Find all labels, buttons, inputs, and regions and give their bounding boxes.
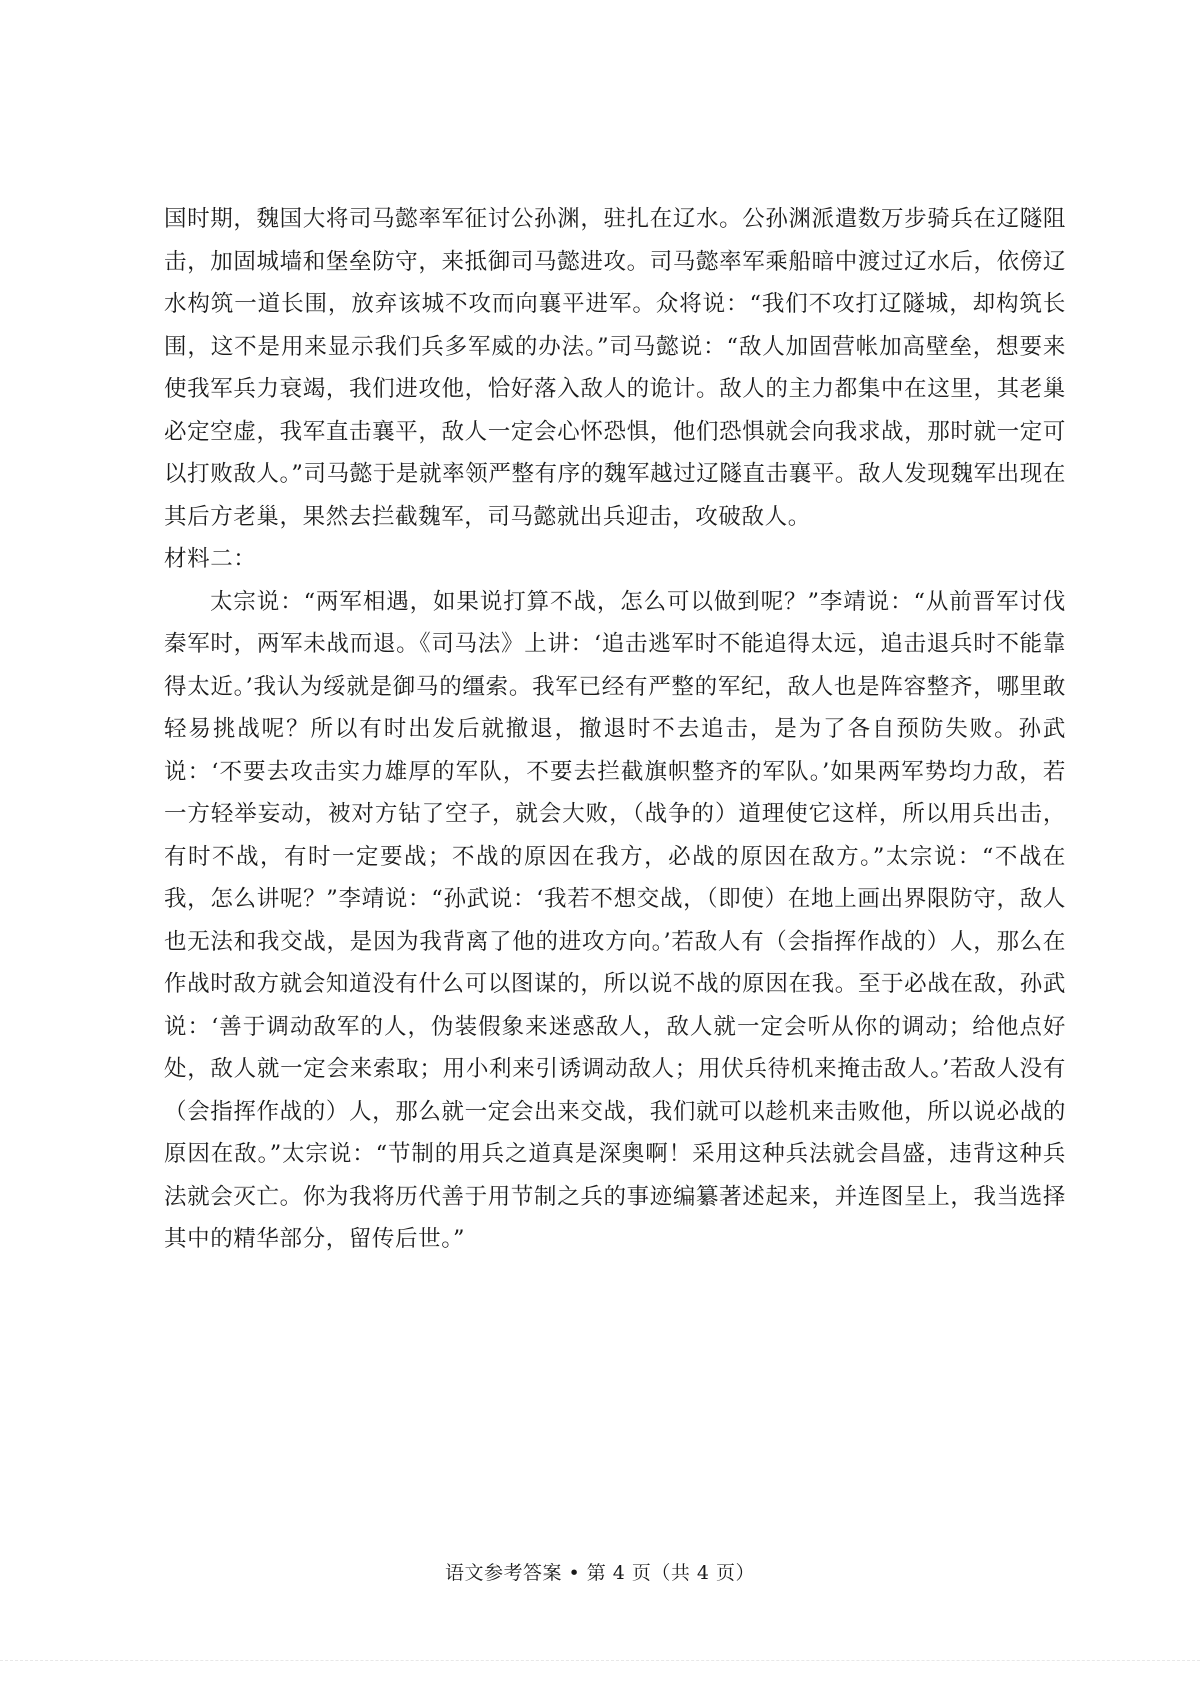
page-content bbox=[164, 198, 1066, 1261]
translation-paragraph-material-one: 国时期，魏国大将司马懿率军征讨公孙渊，驻扎在辽水。公孙渊派遣数万步骑兵在辽隧阻击，加固城墙和堡垒防守，来抵御司马懿进攻。司马懿率军乘船暗中渡过辽水后，依傍辽水构筑一道长围，放弃该城不攻而向襄平进军。众将说：“我们不攻打辽隧城，却构筑长围，这不是用来显示我们兵多军威的办法。”司马懿说：“敌人加固营帐加高壁垒，想要来使我军兵力衰竭，我们进攻他，恰好落入敌人的诡计。敌人的主力都集中在这里，其老巢必定空虚，我军直击襄平，敌人一定会心怀恐惧，他们恐惧就会向我求战，那时就一定可以打败敌人。”司马懿于是就率领严整有序的魏军越过辽隧直击襄平。敌人发现魏军出现在其后方老巢，果然去拦截魏军，司马懿就出兵迎击，攻破敌人。 bbox=[164, 206, 1066, 530]
material-two-label: 材料二： bbox=[164, 546, 257, 572]
page-footer: 语文参考答案 • 第 4 页（共 4 页） bbox=[444, 1562, 756, 1584]
translation-paragraph-material-two: 太宗说：“两军相遇，如果说打算不战，怎么可以做到呢？”李靖说：“从前晋军讨伐秦军时，两军未战而退。《司马法》上讲：‘追击逃军时不能追得太远，追击退兵时不能靠得太近。’我认为绥就是御马的缰索。我军已经有严整的军纪，敌人也是阵容整齐，哪里敢轻易挑战呢？所以有时出发后就撤退，撤退时不去追击，是为了各自预防失败。孙武说：‘不要去攻击实力雄厚的军队，不要去拦截旗帜整齐的军队。’如果两军势均力敌，若一方轻举妄动，被对方钻了空子，就会大败，（战争的）道理使它这样，所以用兵出击，有时不战，有时一定要战；不战的原因在我方，必战的原因在敌方。”太宗说：“不战在我，怎么讲呢？”李靖说：“孙武说：‘我若不想交战，（即使）在地上画出界限防守，敌人也无法和我交战，是因为我背离了他的进攻方向。’若敌人有（会指挥作战的）人，那么在作战时敌方就会知道没有什么可以图谋的，所以说不战的原因在我。至于必战在敌，孙武说：‘善于调动敌军的人，伪装假象来迷惑敌人，敌人就一定会听从你的调动；给他点好处，敌人就一定会来索取；用小利来引诱调动敌人；用伏兵待机来掩击敌人。’若敌人没有（会指挥作战的）人，那么就一定会出来交战，我们就可以趁机来击败他，所以说必战的原因在敌。”太宗说：“节制的用兵之道真是深奥啊！采用这种兵法就会昌盛，违背这种兵法就会灭亡。你为我将历代善于用节制之兵的事迹编纂著述起来，并连图呈上，我当选择其中的精华部分，留传后世。” bbox=[164, 588, 1066, 1252]
bottom-divider bbox=[0, 1660, 1200, 1662]
